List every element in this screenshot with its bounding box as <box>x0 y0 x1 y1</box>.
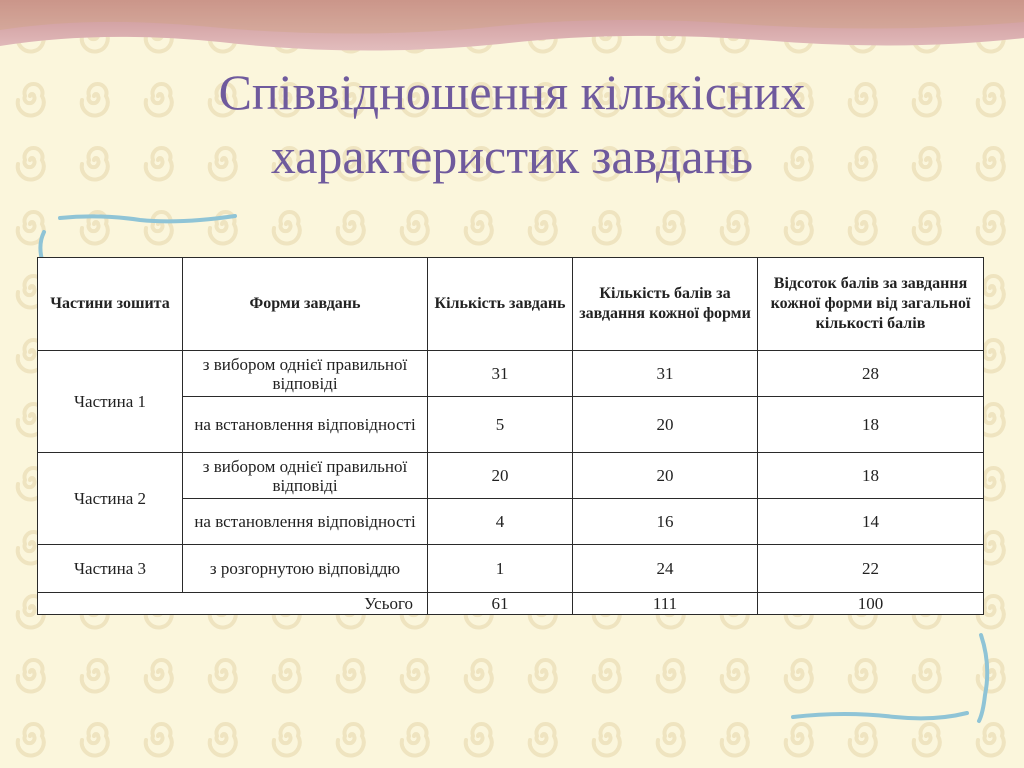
header-points: Кількість балів за завдання кожної форми <box>573 258 758 351</box>
total-label: Усього <box>38 593 428 615</box>
part-3-cell: Частина 3 <box>38 545 183 593</box>
points-cell: 16 <box>573 499 758 545</box>
count-cell: 4 <box>428 499 573 545</box>
tasks-table <box>37 257 984 615</box>
points-cell: 20 <box>573 453 758 499</box>
table-row <box>38 351 984 397</box>
points-cell: 20 <box>573 397 758 453</box>
slide-title <box>90 60 934 188</box>
points-cell: 31 <box>573 351 758 397</box>
form-cell: з розгорнутою відповіддю <box>183 545 428 593</box>
percent-cell: 14 <box>758 499 984 545</box>
count-cell: 20 <box>428 453 573 499</box>
form-cell: з вибором однієї правильної відповіді <box>183 351 428 397</box>
header-percent: Відсоток балів за завдання кожної форми від загальної кількості балів <box>758 258 984 351</box>
blue-squiggle-bottom <box>785 625 1005 735</box>
count-cell: 1 <box>428 545 573 593</box>
total-count: 61 <box>428 593 573 615</box>
table-row <box>38 545 984 593</box>
count-cell: 5 <box>428 397 573 453</box>
table-row <box>38 453 984 499</box>
header-part: Частини зошита <box>38 258 183 351</box>
header-form: Форми завдань <box>183 258 428 351</box>
title-line-2: характеристик завдань <box>270 128 754 184</box>
title-line-1: Співвідношення кількісних <box>218 64 806 120</box>
percent-cell: 22 <box>758 545 984 593</box>
data-table-container <box>37 257 983 614</box>
form-cell: з вибором однієї правильної відповіді <box>183 453 428 499</box>
part-1-cell: Частина 1 <box>38 351 183 453</box>
count-cell: 31 <box>428 351 573 397</box>
total-points: 111 <box>573 593 758 615</box>
form-cell: на встановлення відповідності <box>183 397 428 453</box>
table-header-row <box>38 258 984 351</box>
points-cell: 24 <box>573 545 758 593</box>
percent-cell: 18 <box>758 453 984 499</box>
percent-cell: 28 <box>758 351 984 397</box>
header-count: Кількість завдань <box>428 258 573 351</box>
total-percent: 100 <box>758 593 984 615</box>
part-2-cell: Частина 2 <box>38 453 183 545</box>
percent-cell: 18 <box>758 397 984 453</box>
table-total-row <box>38 593 984 615</box>
form-cell: на встановлення відповідності <box>183 499 428 545</box>
